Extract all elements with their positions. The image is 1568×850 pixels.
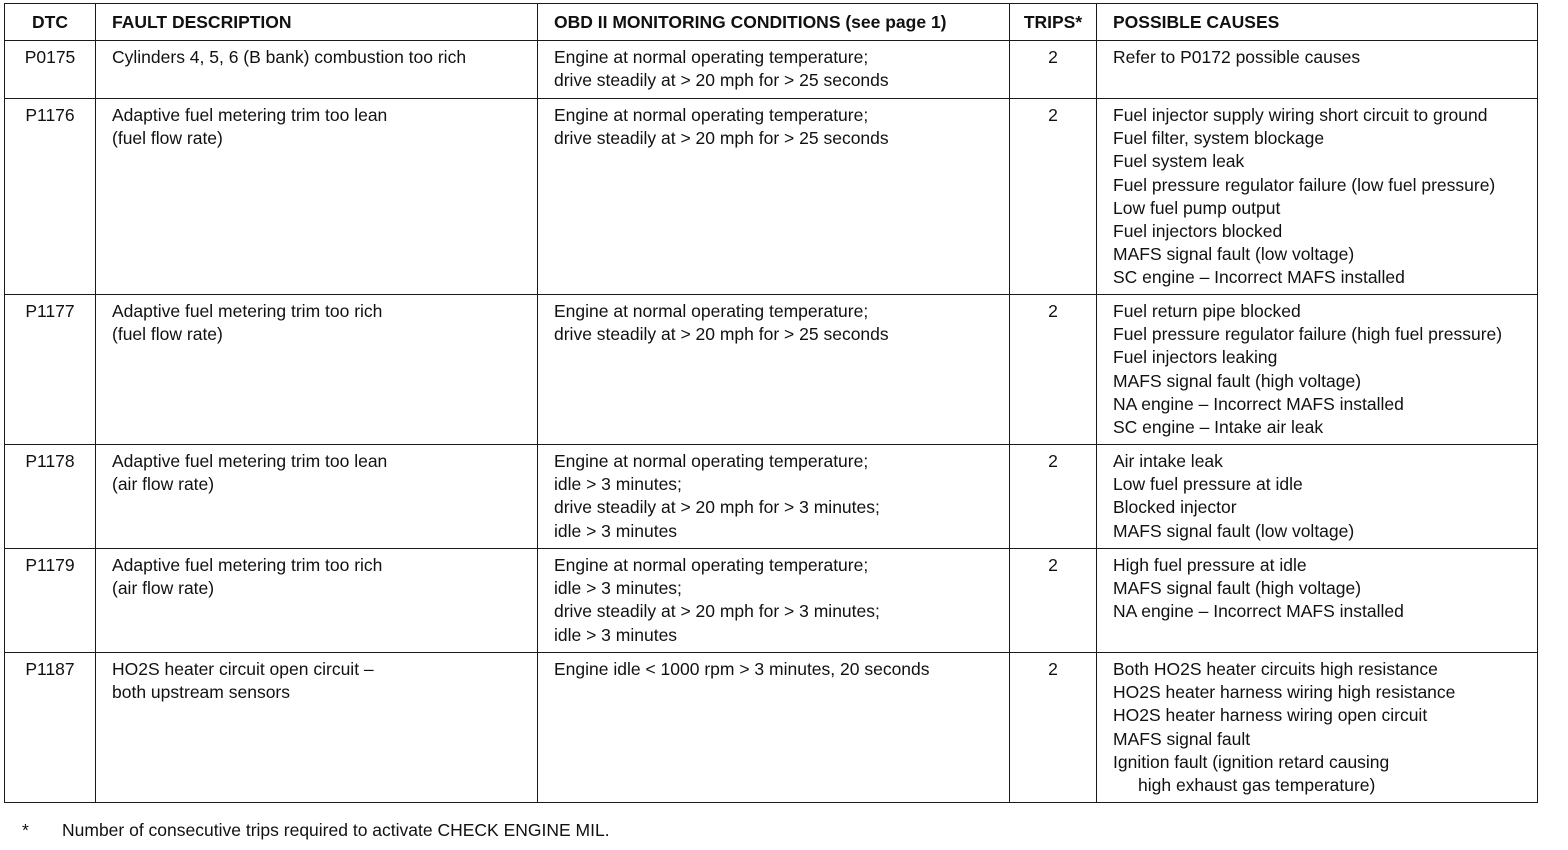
dtc-table bbox=[4, 3, 1538, 803]
cause-line: Fuel filter, system blockage bbox=[1113, 128, 1325, 149]
fault-line: Adaptive fuel metering trim too rich bbox=[112, 301, 383, 321]
cell-causes bbox=[1097, 549, 1538, 653]
header-possible-causes: POSSIBLE CAUSES bbox=[1097, 4, 1538, 41]
cause-line: High fuel pressure at idle bbox=[1113, 555, 1307, 575]
condition-line: Engine idle < 1000 rpm > 3 minutes, 20 seconds bbox=[554, 659, 930, 679]
cause-line: Low fuel pressure at idle bbox=[1113, 474, 1303, 495]
cell-dtc: P1176 bbox=[5, 99, 96, 295]
fault-line: (fuel flow rate) bbox=[112, 128, 223, 149]
table-body bbox=[5, 41, 1538, 803]
table-row bbox=[5, 653, 1538, 803]
cause-line: Low fuel pump output bbox=[1113, 197, 1281, 218]
condition-line: Engine at normal operating temperature; bbox=[554, 555, 869, 575]
cause-line: HO2S heater harness wiring open circuit bbox=[1113, 705, 1428, 726]
cell-dtc: P1179 bbox=[5, 549, 96, 653]
condition-line: idle > 3 minutes bbox=[554, 520, 678, 541]
cell-trips: 2 bbox=[1010, 653, 1097, 803]
condition-line: drive steadily at > 20 mph for > 25 seconds bbox=[554, 324, 889, 345]
condition-line: Engine at normal operating temperature; bbox=[554, 451, 869, 471]
footnote bbox=[22, 819, 610, 842]
cause-line: NA engine – Incorrect MAFS installed bbox=[1113, 601, 1404, 622]
header-row bbox=[5, 4, 1538, 41]
cell-dtc: P1178 bbox=[5, 445, 96, 549]
cell-conditions bbox=[538, 41, 1010, 99]
header-monitoring-conditions: OBD II MONITORING CONDITIONS (see page 1) bbox=[538, 4, 1010, 41]
cause-line: Blocked injector bbox=[1113, 497, 1237, 518]
cell-dtc: P1187 bbox=[5, 653, 96, 803]
condition-line: drive steadily at > 20 mph for > 3 minutes; bbox=[554, 497, 880, 518]
cell-causes bbox=[1097, 41, 1538, 99]
cell-trips: 2 bbox=[1010, 549, 1097, 653]
cause-line: MAFS signal fault (low voltage) bbox=[1113, 520, 1355, 541]
cause-line: Fuel return pipe blocked bbox=[1113, 301, 1301, 321]
condition-line: drive steadily at > 20 mph for > 3 minutes; bbox=[554, 601, 880, 622]
condition-line: idle > 3 minutes bbox=[554, 624, 678, 645]
cell-causes bbox=[1097, 99, 1538, 295]
fault-line: (fuel flow rate) bbox=[112, 324, 223, 345]
footnote-marker: * bbox=[22, 820, 29, 840]
cell-fault bbox=[96, 295, 538, 445]
fault-line: Adaptive fuel metering trim too lean bbox=[112, 451, 388, 471]
cell-causes bbox=[1097, 653, 1538, 803]
header-dtc: DTC bbox=[5, 4, 96, 41]
cause-line: NA engine – Incorrect MAFS installed bbox=[1113, 393, 1404, 414]
fault-line: Adaptive fuel metering trim too lean bbox=[112, 105, 388, 125]
cause-line: MAFS signal fault (high voltage) bbox=[1113, 370, 1362, 391]
fault-line: Cylinders 4, 5, 6 (B bank) combustion too rich bbox=[112, 47, 467, 67]
cause-line: Both HO2S heater circuits high resistance bbox=[1113, 659, 1438, 679]
cause-line: Fuel system leak bbox=[1113, 151, 1245, 172]
cell-fault bbox=[96, 445, 538, 549]
cell-trips: 2 bbox=[1010, 99, 1097, 295]
fault-line: (air flow rate) bbox=[112, 578, 215, 599]
cause-line: Ignition fault (ignition retard causing bbox=[1113, 751, 1390, 772]
cause-line: Fuel injectors leaking bbox=[1113, 347, 1278, 368]
table-row bbox=[5, 445, 1538, 549]
condition-line: drive steadily at > 20 mph for > 25 seconds bbox=[554, 70, 889, 91]
header-fault-description: FAULT DESCRIPTION bbox=[96, 4, 538, 41]
cell-trips: 2 bbox=[1010, 41, 1097, 99]
cause-line: SC engine – Incorrect MAFS installed bbox=[1113, 267, 1405, 288]
table-row bbox=[5, 295, 1538, 445]
cause-line: Refer to P0172 possible causes bbox=[1113, 47, 1361, 67]
fault-line: both upstream sensors bbox=[112, 682, 291, 703]
cell-dtc: P1177 bbox=[5, 295, 96, 445]
cell-conditions bbox=[538, 445, 1010, 549]
fault-line: HO2S heater circuit open circuit – bbox=[112, 659, 374, 679]
cell-conditions bbox=[538, 653, 1010, 803]
condition-line: drive steadily at > 20 mph for > 25 seconds bbox=[554, 128, 889, 149]
cause-line: MAFS signal fault (high voltage) bbox=[1113, 578, 1362, 599]
condition-line: idle > 3 minutes; bbox=[554, 474, 682, 495]
table-row bbox=[5, 41, 1538, 99]
cause-line: MAFS signal fault (low voltage) bbox=[1113, 244, 1355, 265]
cell-conditions bbox=[538, 99, 1010, 295]
cell-trips: 2 bbox=[1010, 445, 1097, 549]
table-row bbox=[5, 99, 1538, 295]
condition-line: Engine at normal operating temperature; bbox=[554, 47, 869, 67]
cause-line: Air intake leak bbox=[1113, 451, 1223, 471]
cause-line: high exhaust gas temperature) bbox=[1138, 775, 1376, 796]
cell-fault bbox=[96, 41, 538, 99]
cell-fault bbox=[96, 653, 538, 803]
cell-conditions bbox=[538, 549, 1010, 653]
footnote-text: Number of consecutive trips required to activate CHECK ENGINE MIL. bbox=[62, 820, 610, 840]
cause-line: HO2S heater harness wiring high resistance bbox=[1113, 682, 1456, 703]
cause-line: SC engine – Intake air leak bbox=[1113, 417, 1324, 438]
cause-line: Fuel injectors blocked bbox=[1113, 221, 1283, 242]
cell-fault bbox=[96, 99, 538, 295]
cell-conditions bbox=[538, 295, 1010, 445]
cause-line: Fuel pressure regulator failure (low fuel pressure) bbox=[1113, 174, 1496, 195]
cause-line: MAFS signal fault bbox=[1113, 728, 1251, 749]
fault-line: Adaptive fuel metering trim too rich bbox=[112, 555, 383, 575]
condition-line: Engine at normal operating temperature; bbox=[554, 105, 869, 125]
cell-trips: 2 bbox=[1010, 295, 1097, 445]
condition-line: idle > 3 minutes; bbox=[554, 578, 682, 599]
cell-causes bbox=[1097, 295, 1538, 445]
cell-causes bbox=[1097, 445, 1538, 549]
condition-line: Engine at normal operating temperature; bbox=[554, 301, 869, 321]
cause-line: Fuel injector supply wiring short circuit to ground bbox=[1113, 105, 1488, 125]
header-trips: TRIPS* bbox=[1010, 4, 1097, 41]
cause-line: Fuel pressure regulator failure (high fuel pressure) bbox=[1113, 324, 1503, 345]
cell-fault bbox=[96, 549, 538, 653]
cell-dtc: P0175 bbox=[5, 41, 96, 99]
fault-line: (air flow rate) bbox=[112, 474, 215, 495]
table-row bbox=[5, 549, 1538, 653]
